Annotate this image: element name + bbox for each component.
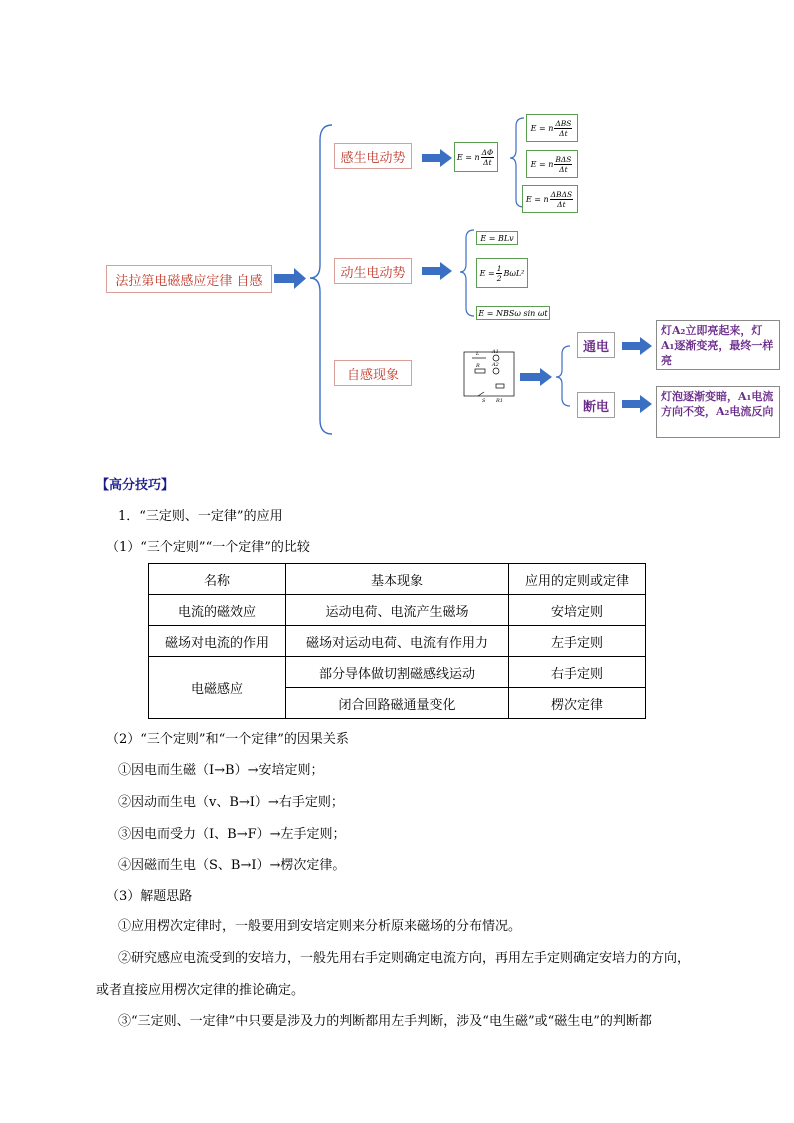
power-on-note: 灯A₂立即亮起来，灯A₁逐渐变亮，最终一样亮: [656, 320, 780, 370]
root-arrow: [274, 268, 306, 289]
table-cell: 楞次定律: [509, 688, 646, 719]
formula-m2: E = $\frac{1}{2}$ BωL²: [476, 258, 528, 288]
comparison-table: [148, 563, 646, 719]
table-cell: 运动电荷、电流产生磁场: [286, 595, 509, 626]
table-cell: 电磁感应: [149, 657, 286, 719]
table-row: [149, 657, 646, 688]
idea-3: ③“三定则、一定律”中只要是涉及力的判断都用左手判断，涉及“电生磁”或“磁生电”的判断都: [118, 1014, 652, 1029]
svg-text:S: S: [482, 398, 486, 404]
arrow-on: [622, 342, 640, 350]
main-brace: [310, 125, 332, 434]
branch-motional-emf: 动生电动势: [334, 258, 412, 284]
sub2-title: （2）“三个定则”和“一个定律”的因果关系: [106, 732, 349, 747]
idea-2: ②研究感应电流受到的安培力，一般先用右手定则确定电流方向，再用左手定则确定安培力的方向，: [118, 951, 691, 966]
brace-self: [556, 346, 570, 406]
idea-2-cont: 或者直接应用楞次定律的推论确定。: [96, 983, 305, 998]
table-row: [149, 626, 646, 657]
svg-text:R: R: [476, 363, 480, 369]
table-header-row: [149, 564, 646, 595]
causal-2: ②因动而生电（v、B→I）→右手定则；: [118, 795, 344, 810]
arrow-off: [622, 400, 640, 408]
table-cell: 磁场对电流的作用: [149, 626, 286, 657]
formula-f3: E = n $\frac{\text{ΔBΔS}}{\Delta t}$: [522, 185, 578, 213]
table-cell: 磁场对运动电荷、电流有作用力: [286, 626, 509, 657]
table-header: 应用的定则或定律: [509, 564, 646, 595]
table-cell: 安培定则: [509, 595, 646, 626]
sub3-title: （3）解题思路: [106, 889, 193, 904]
root-node: 法拉第电磁感应定律 自感: [106, 265, 272, 293]
arrow-circuit: [520, 373, 540, 381]
table-cell: 右手定则: [509, 657, 646, 688]
arrow-motional: [422, 267, 440, 275]
svg-text:A1: A1: [492, 349, 499, 355]
causal-3: ③因电而受力（I、B→F）→左手定则；: [118, 827, 346, 842]
brace-motional: [460, 230, 474, 316]
formula-m3: E = NBSω sin ωt: [476, 306, 550, 320]
formula-f1: E = n $\frac{\text{ΔBS}}{\Delta t}$: [526, 114, 578, 142]
section-title: 【高分技巧】: [96, 478, 175, 493]
formula-f2: E = n $\frac{\text{BΔS}}{\Delta t}$: [526, 150, 578, 178]
branch-self-induction: 自感现象: [334, 360, 412, 386]
circuit-diagram: [464, 352, 514, 396]
table-header: 名称: [149, 564, 286, 595]
table-cell: 电流的磁效应: [149, 595, 286, 626]
svg-text:L: L: [476, 351, 480, 357]
arrow-induced: [422, 154, 440, 162]
svg-text:A2: A2: [492, 362, 499, 368]
table-header: 基本现象: [286, 564, 509, 595]
idea-1: ①应用楞次定律时，一般要用到安培定则来分析原来磁场的分布情况。: [118, 919, 522, 934]
table-cell: 左手定则: [509, 626, 646, 657]
table-cell: 部分导体做切割磁感线运动: [286, 657, 509, 688]
causal-4: ④因磁而生电（S、B→I）→楞次定律。: [118, 858, 346, 873]
svg-text:R1: R1: [496, 398, 503, 404]
table-row: [149, 595, 646, 626]
branch-induced-emf: 感生电动势: [334, 143, 412, 169]
item1-title: 1．“三定则、一定律”的应用: [118, 509, 283, 524]
causal-1: ①因电而生磁（I→B）→安培定则；: [118, 763, 324, 778]
power-off-label: 断电: [577, 392, 615, 418]
power-on-label: 通电: [577, 332, 615, 358]
formula-main: E = n $\frac{\Delta\Phi}{\Delta t}$: [454, 142, 498, 172]
sub1-title: （1）“三个定则”“一个定律”的比较: [106, 540, 310, 555]
table-cell: 闭合回路磁通量变化: [286, 688, 509, 719]
formula-m1: E = BLv: [476, 231, 518, 245]
power-off-note: 灯泡逐渐变暗，A₁电流方向不变，A₂电流反向: [656, 386, 780, 438]
